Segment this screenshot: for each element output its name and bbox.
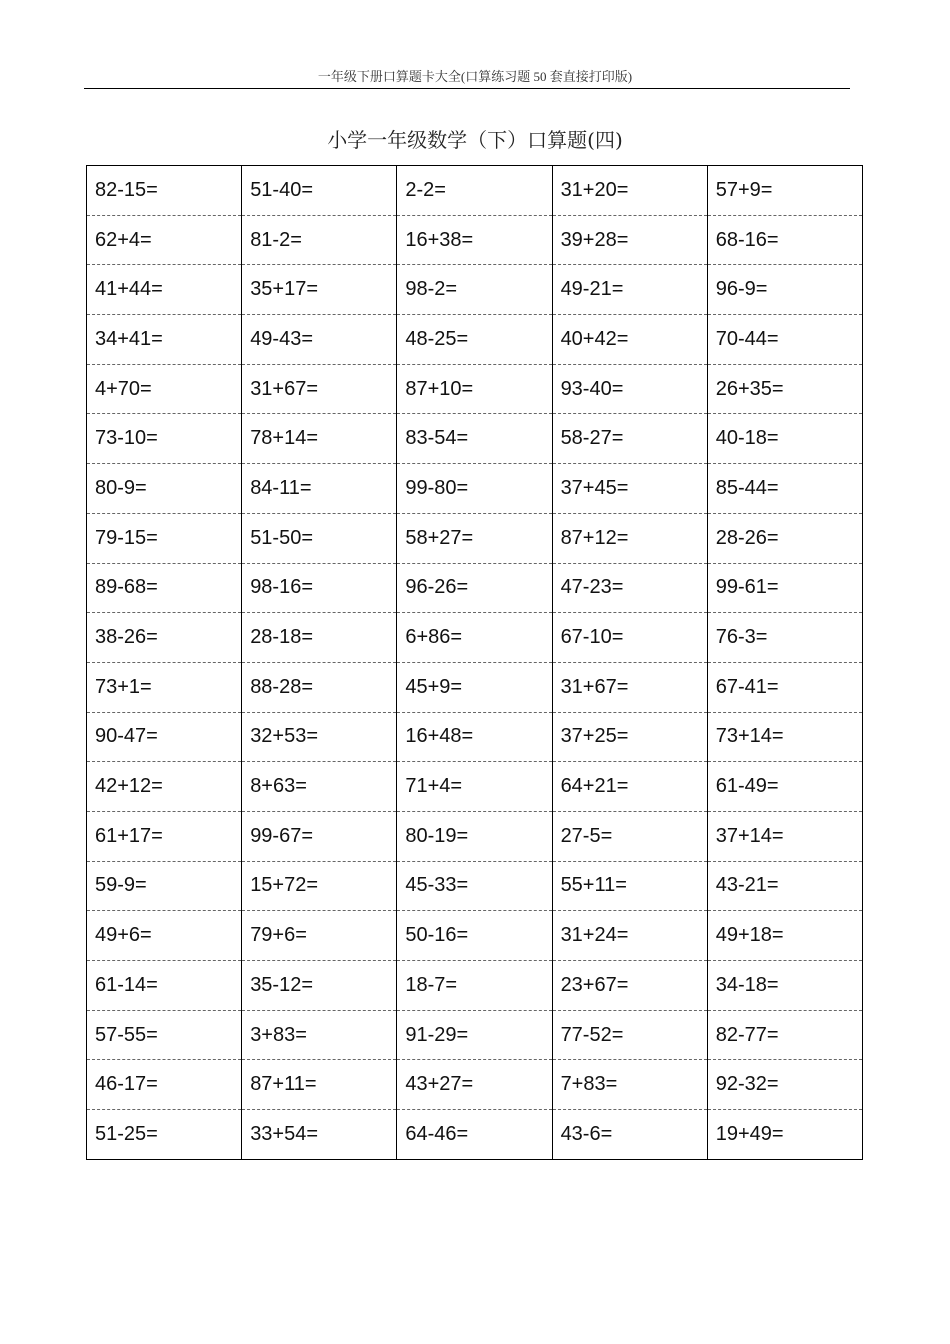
problem-cell: 91-29= [397,1010,552,1060]
problem-cell: 61-14= [87,961,242,1011]
problem-cell: 37+25= [552,712,707,762]
problem-cell: 39+28= [552,215,707,265]
problem-cell: 38-26= [87,613,242,663]
problem-cell: 19+49= [707,1110,862,1160]
table-row [87,861,863,911]
problem-cell: 76-3= [707,613,862,663]
problem-cell: 77-52= [552,1010,707,1060]
problem-cell: 23+67= [552,961,707,1011]
problem-table [86,165,863,1160]
table-row [87,712,863,762]
problem-cell: 45-33= [397,861,552,911]
problem-cell: 35-12= [242,961,397,1011]
problem-cell: 6+86= [397,613,552,663]
problem-cell: 58+27= [397,513,552,563]
page-header: 一年级下册口算题卡大全(口算练习题 50 套直接打印版) [317,69,633,84]
table-row [87,662,863,712]
problem-cell: 31+20= [552,166,707,216]
problem-cell: 50-16= [397,911,552,961]
problem-cell: 49+6= [87,911,242,961]
table-row [87,364,863,414]
problem-cell: 62+4= [87,215,242,265]
problem-cell: 31+67= [242,364,397,414]
header-divider [84,88,850,89]
problem-cell: 82-77= [707,1010,862,1060]
table-row [87,762,863,812]
table-row [87,513,863,563]
problem-cell: 58-27= [552,414,707,464]
problem-cell: 32+53= [242,712,397,762]
table-row [87,315,863,365]
problem-cell: 42+12= [87,762,242,812]
table-row [87,811,863,861]
problem-cell: 67-10= [552,613,707,663]
table-row [87,265,863,315]
problem-cell: 26+35= [707,364,862,414]
table-row [87,166,863,216]
problem-cell: 81-2= [242,215,397,265]
table-row [87,1110,863,1160]
table-row [87,215,863,265]
problem-cell: 3+83= [242,1010,397,1060]
problem-cell: 87+11= [242,1060,397,1110]
problem-cell: 79-15= [87,513,242,563]
table-row [87,1010,863,1060]
problem-cell: 34+41= [87,315,242,365]
problem-cell: 33+54= [242,1110,397,1160]
problem-cell: 18-7= [397,961,552,1011]
problem-cell: 31+24= [552,911,707,961]
problem-cell: 99-61= [707,563,862,613]
problem-cell: 35+17= [242,265,397,315]
problem-cell: 31+67= [552,662,707,712]
problem-cell: 92-32= [707,1060,862,1110]
problem-cell: 87+12= [552,513,707,563]
problem-cell: 67-41= [707,662,862,712]
problem-cell: 28-26= [707,513,862,563]
problem-cell: 28-18= [242,613,397,663]
problem-cell: 57-55= [87,1010,242,1060]
problem-cell: 78+14= [242,414,397,464]
problem-cell: 64-46= [397,1110,552,1160]
problem-cell: 64+21= [552,762,707,812]
problem-cell: 43-21= [707,861,862,911]
problem-cell: 61+17= [87,811,242,861]
problem-cell: 82-15= [87,166,242,216]
problem-cell: 55+11= [552,861,707,911]
problem-cell: 98-2= [397,265,552,315]
problem-cell: 96-26= [397,563,552,613]
problem-cell: 45+9= [397,662,552,712]
problem-cell: 96-9= [707,265,862,315]
problem-cell: 41+44= [87,265,242,315]
problem-cell: 49-43= [242,315,397,365]
problem-cell: 8+63= [242,762,397,812]
table-row [87,911,863,961]
problem-cell: 99-67= [242,811,397,861]
problem-cell: 61-49= [707,762,862,812]
table-row [87,961,863,1011]
problem-cell: 71+4= [397,762,552,812]
problem-cell: 49+18= [707,911,862,961]
problem-cell: 98-16= [242,563,397,613]
problem-cell: 83-54= [397,414,552,464]
problem-cell: 48-25= [397,315,552,365]
problem-cell: 34-18= [707,961,862,1011]
problem-cell: 73-10= [87,414,242,464]
problem-cell: 2-2= [397,166,552,216]
problem-cell: 47-23= [552,563,707,613]
problem-cell: 79+6= [242,911,397,961]
problem-cell: 59-9= [87,861,242,911]
problem-cell: 37+14= [707,811,862,861]
page-title: 小学一年级数学（下）口算题(四) [327,128,623,152]
problem-cell: 57+9= [707,166,862,216]
problem-cell: 43-6= [552,1110,707,1160]
table-row [87,464,863,514]
table-row [87,414,863,464]
problem-cell: 4+70= [87,364,242,414]
table-row [87,1060,863,1110]
problem-cell: 37+45= [552,464,707,514]
problem-cell: 73+14= [707,712,862,762]
problem-cell: 51-25= [87,1110,242,1160]
problem-cell: 15+72= [242,861,397,911]
problem-cell: 51-50= [242,513,397,563]
problem-cell: 99-80= [397,464,552,514]
problem-cell: 68-16= [707,215,862,265]
problem-cell: 49-21= [552,265,707,315]
problem-cell: 80-19= [397,811,552,861]
problem-cell: 40-18= [707,414,862,464]
problem-cell: 89-68= [87,563,242,613]
problem-cell: 16+38= [397,215,552,265]
problem-cell: 93-40= [552,364,707,414]
problem-cell: 73+1= [87,662,242,712]
problem-cell: 88-28= [242,662,397,712]
problem-cell: 27-5= [552,811,707,861]
problem-cell: 43+27= [397,1060,552,1110]
problem-cell: 7+83= [552,1060,707,1110]
problem-cell: 16+48= [397,712,552,762]
table-row [87,613,863,663]
problem-cell: 51-40= [242,166,397,216]
problem-cell: 70-44= [707,315,862,365]
problem-cell: 46-17= [87,1060,242,1110]
table-row [87,563,863,613]
problem-cell: 85-44= [707,464,862,514]
problem-cell: 40+42= [552,315,707,365]
problem-cell: 87+10= [397,364,552,414]
problem-cell: 80-9= [87,464,242,514]
problem-cell: 90-47= [87,712,242,762]
problem-cell: 84-11= [242,464,397,514]
